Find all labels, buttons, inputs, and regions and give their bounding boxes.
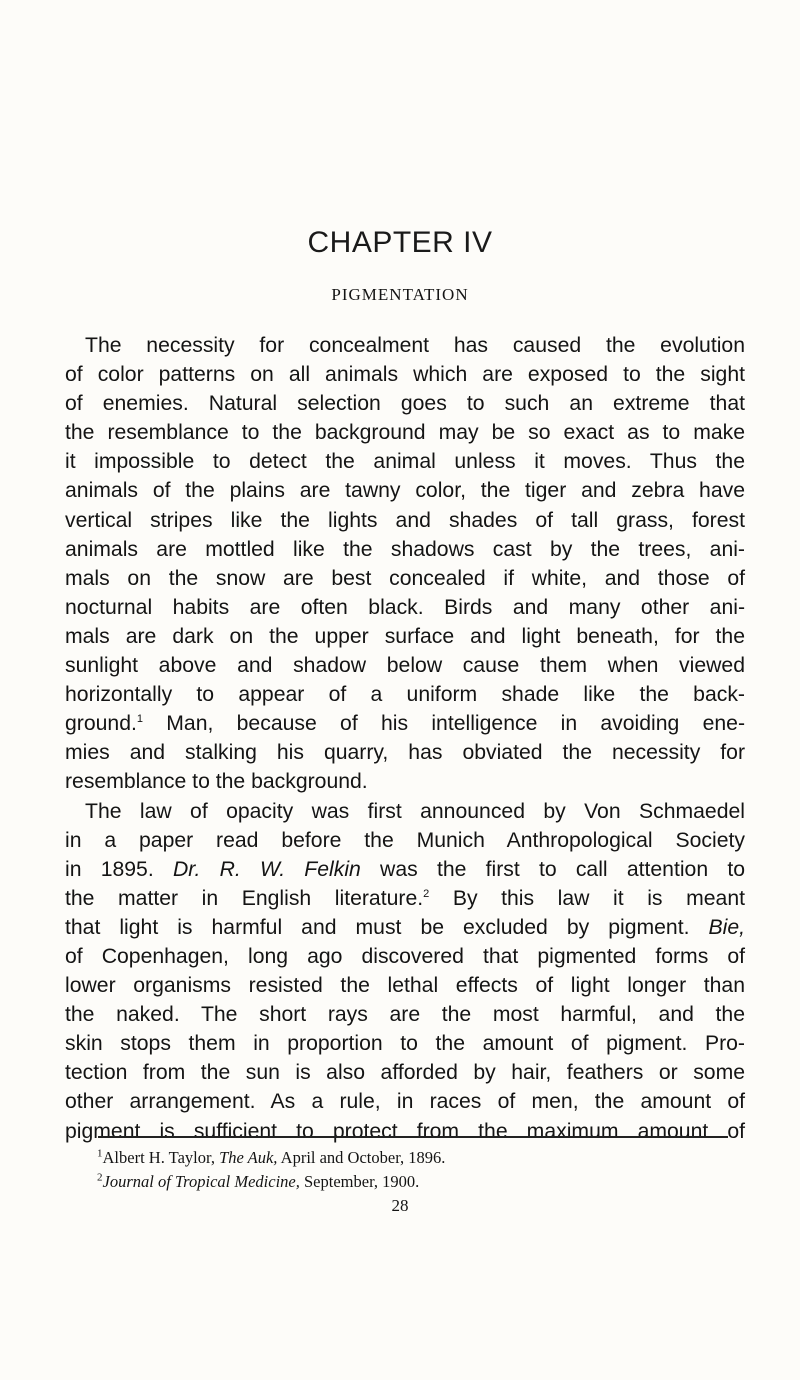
text-line: vertical stripes like the lights and shades of tall grass, forest: [65, 508, 745, 532]
text-line: mals are dark on the upper surface and light beneath, for the: [65, 624, 745, 648]
text-line: horizontally to appear of a uniform shade like the back-: [65, 683, 745, 707]
text-line: pigment is sufficient to protect from the maximum amount of: [65, 1119, 745, 1143]
text-line: [65, 855, 745, 884]
text-line: lower organisms resisted the lethal effects of light longer than: [65, 974, 745, 998]
text-line: nocturnal habits are often black. Birds and many other ani-: [65, 595, 745, 619]
text-line: [65, 913, 745, 942]
footnote-text: September, 1900.: [299, 1172, 420, 1191]
footnote-number: 1: [97, 1147, 103, 1160]
text-line: the resemblance to the background may be so exact as to make: [65, 421, 745, 445]
footnote-divider: [98, 1136, 728, 1138]
text-line: mals on the snow are best concealed if white, and those of: [65, 566, 745, 590]
text-segment: was the first to call attention to: [360, 857, 745, 881]
text-line: in a paper read before the Munich Anthropological Society: [65, 828, 745, 852]
text-line: of enemies. Natural selection goes to such an extreme that: [65, 392, 745, 416]
chapter-title: CHAPTER IV: [307, 226, 493, 259]
text-segment: Man, because of his intelligence in avoiding ene-: [143, 712, 745, 736]
text-line: of color patterns on all animals which are exposed to the sight: [65, 363, 745, 387]
footnote-1: [97, 1146, 737, 1170]
text-line: [65, 709, 745, 738]
footnotes: [97, 1146, 737, 1194]
text-line: [65, 884, 745, 913]
text-line: animals of the plains are tawny color, the tiger and zebra have: [65, 479, 745, 503]
text-line: skin stops them in proportion to the amount of pigment. Pro-: [65, 1032, 745, 1056]
footnote-number: 2: [97, 1171, 103, 1184]
footnote-2: [97, 1170, 737, 1194]
text-segment: By this law it is meant: [429, 886, 745, 910]
footnote-ref-2[interactable]: 2: [423, 887, 430, 900]
text-segment: ground.: [65, 712, 137, 736]
text-line: resemblance to the background.: [65, 770, 368, 794]
page-number: 28: [391, 1196, 409, 1215]
text-line: other arrangement. As a rule, in races of men, the amount of: [65, 1090, 745, 1114]
text-segment: in 1895.: [65, 857, 173, 881]
body-text: [65, 331, 745, 1146]
person-name: Dr. R. W. Felkin: [172, 857, 361, 881]
footnote-ref-1[interactable]: 1: [136, 713, 143, 726]
person-name: Bie,: [708, 915, 745, 939]
footnote-title: Journal of Tropical Medicine,: [102, 1172, 300, 1191]
text-segment: the matter in English literature.: [65, 886, 424, 910]
text-line: tection from the sun is also afforded by hair, feathers or some: [65, 1061, 745, 1085]
text-line: The law of opacity was first announced by Von Schmaedel: [85, 799, 745, 823]
footnote-text: Albert H. Taylor,: [102, 1148, 220, 1167]
text-segment: that light is harmful and must be excluded by pigment.: [65, 915, 709, 939]
section-title: PIGMENTATION: [331, 285, 469, 304]
text-line: of Copenhagen, long ago discovered that pigmented forms of: [65, 944, 745, 968]
text-line: it impossible to detect the animal unless it moves. Thus the: [65, 450, 745, 474]
text-line: mies and stalking his quarry, has obviated the necessity for: [65, 741, 745, 765]
text-line: sunlight above and shadow below cause them when viewed: [65, 654, 745, 678]
text-line: the naked. The short rays are the most harmful, and the: [65, 1003, 745, 1027]
footnote-title: The Auk,: [219, 1148, 278, 1167]
footnote-text: April and October, 1896.: [277, 1148, 446, 1167]
text-line: The necessity for concealment has caused the evolution: [85, 334, 745, 357]
text-line: animals are mottled like the shadows cast by the trees, ani-: [65, 537, 745, 561]
